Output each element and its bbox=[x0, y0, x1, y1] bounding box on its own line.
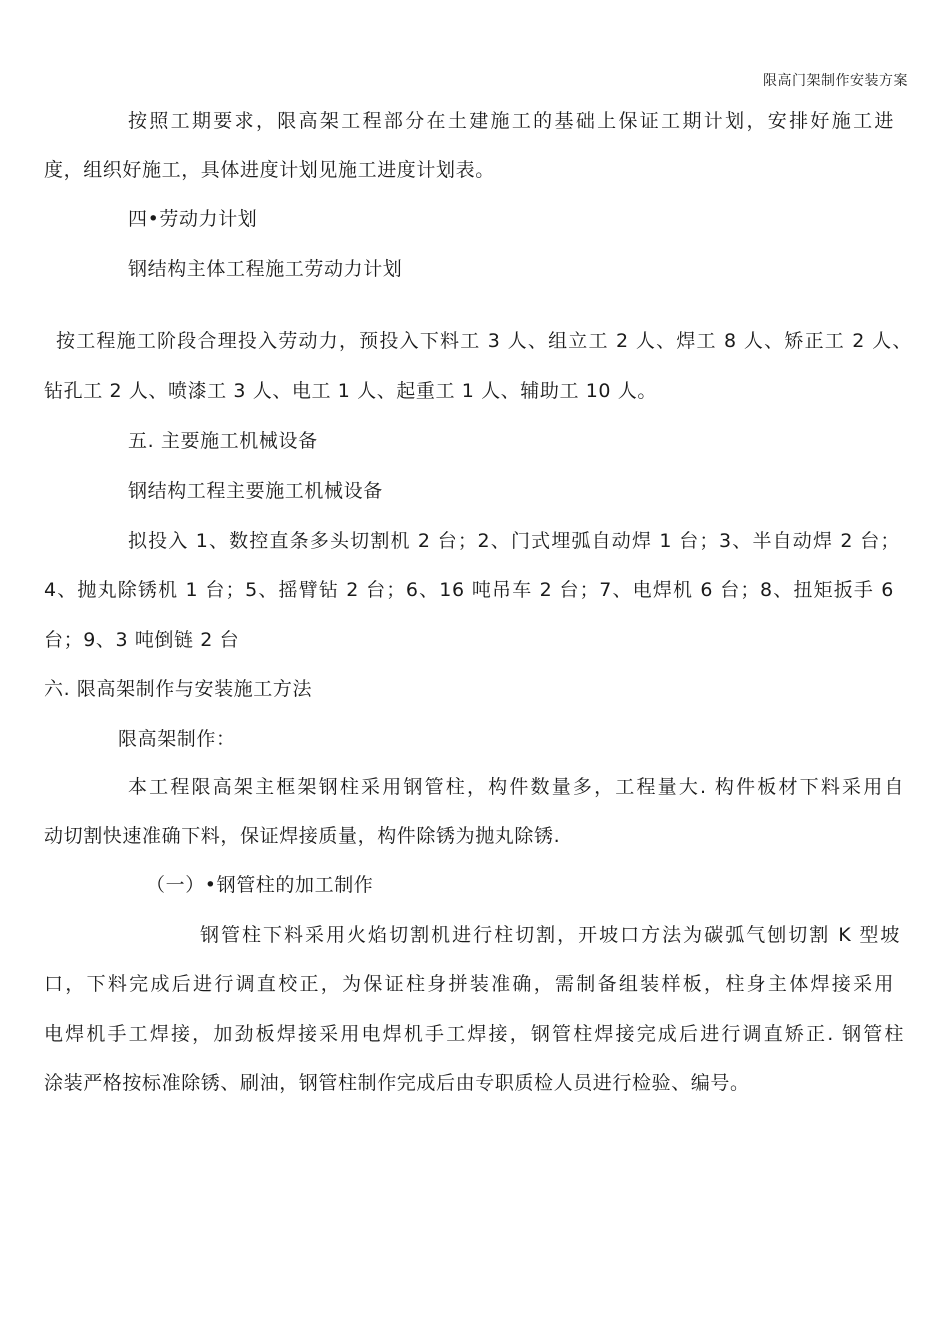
subsection-heading: （一）•钢管柱的加工制作 bbox=[146, 874, 374, 896]
section-heading: 五. 主要施工机械设备 bbox=[128, 430, 318, 452]
paragraph-line: 拟投入 1、数控直条多头切割机 2 台；2、门式埋弧自动焊 1 台；3、半自动焊 2 台； bbox=[128, 530, 900, 552]
section-heading: 六. 限高架制作与安装施工方法 bbox=[44, 678, 313, 700]
paragraph-line: 电焊机手工焊接，加劲板焊接采用电焊机手工焊接，钢管柱焊接完成后进行调直矫正. 钢管柱 bbox=[44, 1023, 904, 1045]
paragraph-line: 钢管柱下料采用火焰切割机进行柱切割，开坡口方法为碳弧气刨切割 K 型坡 bbox=[200, 924, 900, 946]
paragraph-line: 口，下料完成后进行调直校正，为保证柱身拼装准确，需制备组装样板，柱身主体焊接采用 bbox=[44, 973, 894, 995]
paragraph-line: 按照工期要求，限高架工程部分在土建施工的基础上保证工期计划，安排好施工进 bbox=[128, 110, 894, 132]
paragraph-line: 台；9、3 吨倒链 2 台 bbox=[44, 629, 240, 651]
paragraph-line: 钻孔工 2 人、喷漆工 3 人、电工 1 人、起重工 1 人、辅助工 10 人。 bbox=[44, 380, 657, 402]
paragraph-line: 本工程限高架主框架钢柱采用钢管柱，构件数量多，工程量大. 构件板材下料采用自 bbox=[128, 776, 904, 798]
section-subheading: 限高架制作： bbox=[118, 728, 236, 750]
running-header: 限高门架制作安装方案 bbox=[763, 73, 908, 89]
section-subheading: 钢结构主体工程施工劳动力计划 bbox=[128, 258, 403, 280]
paragraph-line: 动切割快速准确下料，保证焊接质量，构件除锈为抛丸除锈. bbox=[44, 825, 561, 847]
paragraph-line: 度，组织好施工，具体进度计划见施工进度计划表。 bbox=[44, 159, 495, 181]
section-subheading: 钢结构工程主要施工机械设备 bbox=[128, 480, 383, 502]
section-heading: 四•劳动力计划 bbox=[128, 208, 258, 230]
paragraph-line: 4、抛丸除锈机 1 台；5、摇臂钻 2 台；6、16 吨吊车 2 台；7、电焊机 6 台；8、扭矩扳手 6 bbox=[44, 579, 894, 601]
paragraph-line: 按工程施工阶段合理投入劳动力，预投入下料工 3 人、组立工 2 人、焊工 8 人、矫正工 2 人、 bbox=[56, 330, 912, 352]
paragraph-line: 涂装严格按标准除锈、刷油，钢管柱制作完成后由专职质检人员进行检验、编号。 bbox=[44, 1072, 750, 1094]
